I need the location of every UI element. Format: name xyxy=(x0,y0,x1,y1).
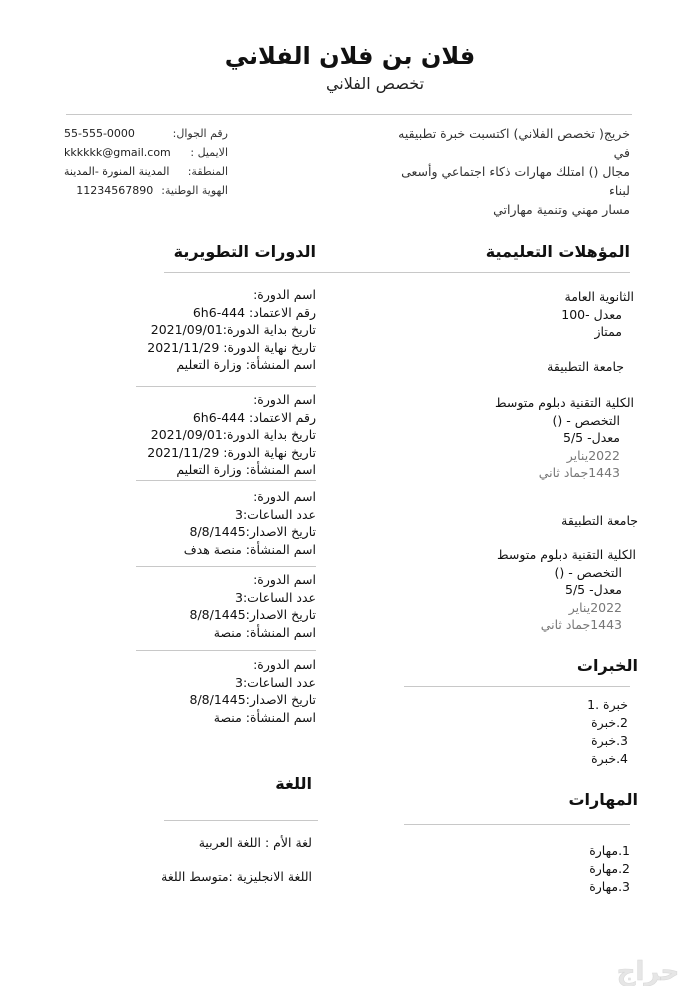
school-block xyxy=(414,288,634,341)
school-rating: ممتاز xyxy=(594,324,622,339)
language-heading: اللغة xyxy=(275,774,312,793)
language-english: اللغة الانجليزية :متوسط اللغة xyxy=(161,869,312,884)
list-item: 1.مهارة xyxy=(589,843,630,858)
region-value: المدينة المنورة -المدينة xyxy=(64,165,170,178)
uni1-block xyxy=(404,394,634,482)
skills-divider xyxy=(404,824,630,825)
uni2-block xyxy=(446,546,636,634)
list-item: 2.مهارة xyxy=(589,861,630,876)
summary-line: خريج( تخصص الفلاني) اكتسبت خبرة تطبيقيه في xyxy=(398,126,630,160)
phone-value: 55-555-0000 xyxy=(64,127,135,140)
course-line: اسم الدورة: xyxy=(253,287,316,302)
course-line: تاريخ نهاية الدورة: 2021/11/29 xyxy=(147,444,316,460)
course-block xyxy=(96,488,316,558)
course-line: تاريخ بداية الدورة:2021/09/01 xyxy=(150,322,316,337)
region-label: المنطقة: xyxy=(187,165,228,178)
id-value: 11234567890 xyxy=(76,184,154,197)
experience-divider xyxy=(404,686,630,687)
course-line: عدد الساعات:3 xyxy=(235,674,316,690)
phone-label: رقم الجوال: xyxy=(172,127,228,140)
list-item: 2.خبرة xyxy=(591,715,628,730)
applicant-name: فلان بن فلان الفلاني xyxy=(224,42,476,70)
course-block xyxy=(96,656,316,726)
course-line: اسم الدورة: xyxy=(253,657,316,672)
contact-info xyxy=(64,124,228,200)
uni2-date1: 2022يناير xyxy=(568,599,622,615)
course-line: اسم الدورة: xyxy=(253,572,316,587)
course-line: اسم المنشأة: وزارة التعليم xyxy=(176,357,316,372)
email-label: الايميل : xyxy=(190,146,228,159)
summary-line: مجال () امتلك مهارات ذكاء اجتماعي وأسعى لبناء xyxy=(401,164,630,198)
course-divider xyxy=(136,650,316,651)
course-line: اسم الدورة: xyxy=(253,489,316,504)
language-native: لغة الأم : اللغة العربية xyxy=(198,835,312,850)
list-item: خبرة .1 xyxy=(587,697,628,712)
course-block xyxy=(96,286,316,374)
course-line: عدد الساعات:3 xyxy=(235,589,316,605)
education-heading: المؤهلات التعليمية xyxy=(485,242,630,261)
course-line: رقم الاعتماد: 444-6h6 xyxy=(192,409,316,425)
summary-line: مسار مهني وتنمية مهاراتي xyxy=(493,202,630,217)
school-grade: معدل -100 xyxy=(561,306,622,322)
course-block xyxy=(96,391,316,479)
course-divider xyxy=(136,566,316,567)
contact-email xyxy=(64,143,228,162)
list-item: 3.مهارة xyxy=(589,879,630,894)
uni2-name: جامعة التطبيقة xyxy=(561,513,638,528)
uni2-grade: معدل- 5/5 xyxy=(565,582,622,597)
haraj-watermark-logo xyxy=(548,954,698,986)
course-line: اسم المنشأة: منصة xyxy=(213,709,316,725)
header-divider xyxy=(66,114,632,115)
uni1-date1: 2022يناير xyxy=(566,447,620,463)
course-line: رقم الاعتماد: 444-6h6 xyxy=(192,304,316,320)
summary xyxy=(378,124,630,219)
course-line: اسم المنشأة: منصة xyxy=(213,624,316,640)
course-line: اسم المنشأة: وزارة التعليم xyxy=(176,462,316,477)
course-divider xyxy=(136,386,316,387)
course-line: عدد الساعات:3 xyxy=(235,506,316,522)
email-value: kkkkkk@gmail.com xyxy=(64,146,171,159)
language-divider xyxy=(164,820,318,821)
uni2-date2: 1443جماد ثاني xyxy=(540,617,622,632)
skills-heading: المهارات xyxy=(568,790,638,809)
education-divider xyxy=(404,272,630,273)
skills-list xyxy=(510,842,630,896)
id-label: الهوية الوطنية: xyxy=(161,184,228,197)
contact-id xyxy=(64,181,228,200)
course-line: تاريخ الاصدار:8/8/1445 xyxy=(189,524,316,539)
course-block xyxy=(96,571,316,641)
course-line: تاريخ بداية الدورة:2021/09/01 xyxy=(150,427,316,442)
course-line: تاريخ الاصدار:8/8/1445 xyxy=(189,607,316,622)
courses-divider xyxy=(164,272,406,273)
course-line: تاريخ نهاية الدورة: 2021/11/29 xyxy=(147,339,316,355)
specialty-title: تخصص الفلاني xyxy=(325,74,425,93)
watermark-text: حراج xyxy=(616,957,680,986)
courses-heading: الدورات التطويرية xyxy=(173,242,316,261)
course-line: تاريخ الاصدار:8/8/1445 xyxy=(189,692,316,707)
uni1-name: جامعة التطبيقة xyxy=(547,359,624,374)
list-item: 4.خبرة xyxy=(591,751,628,766)
list-item: 3.خبرة xyxy=(591,733,628,748)
uni2-line1: الكلية التقنية دبلوم متوسط xyxy=(497,547,636,562)
uni1-line1: الكلية التقنية دبلوم متوسط xyxy=(495,395,634,410)
contact-phone xyxy=(64,124,228,143)
uni1-line2: التخصص - () xyxy=(552,412,620,428)
course-divider xyxy=(136,480,316,481)
experience-list xyxy=(508,696,628,768)
uni1-date2: 1443جماد ثاني xyxy=(538,465,620,480)
contact-region xyxy=(64,162,228,181)
school-name: الثانوية العامة xyxy=(564,289,634,304)
course-line: اسم المنشأة: منصة هدف xyxy=(183,541,316,557)
uni2-line2: التخصص - () xyxy=(554,564,622,580)
experience-heading: الخبرات xyxy=(576,656,638,675)
course-line: اسم الدورة: xyxy=(253,392,316,407)
uni1-grade: معدل- 5/5 xyxy=(563,430,620,445)
